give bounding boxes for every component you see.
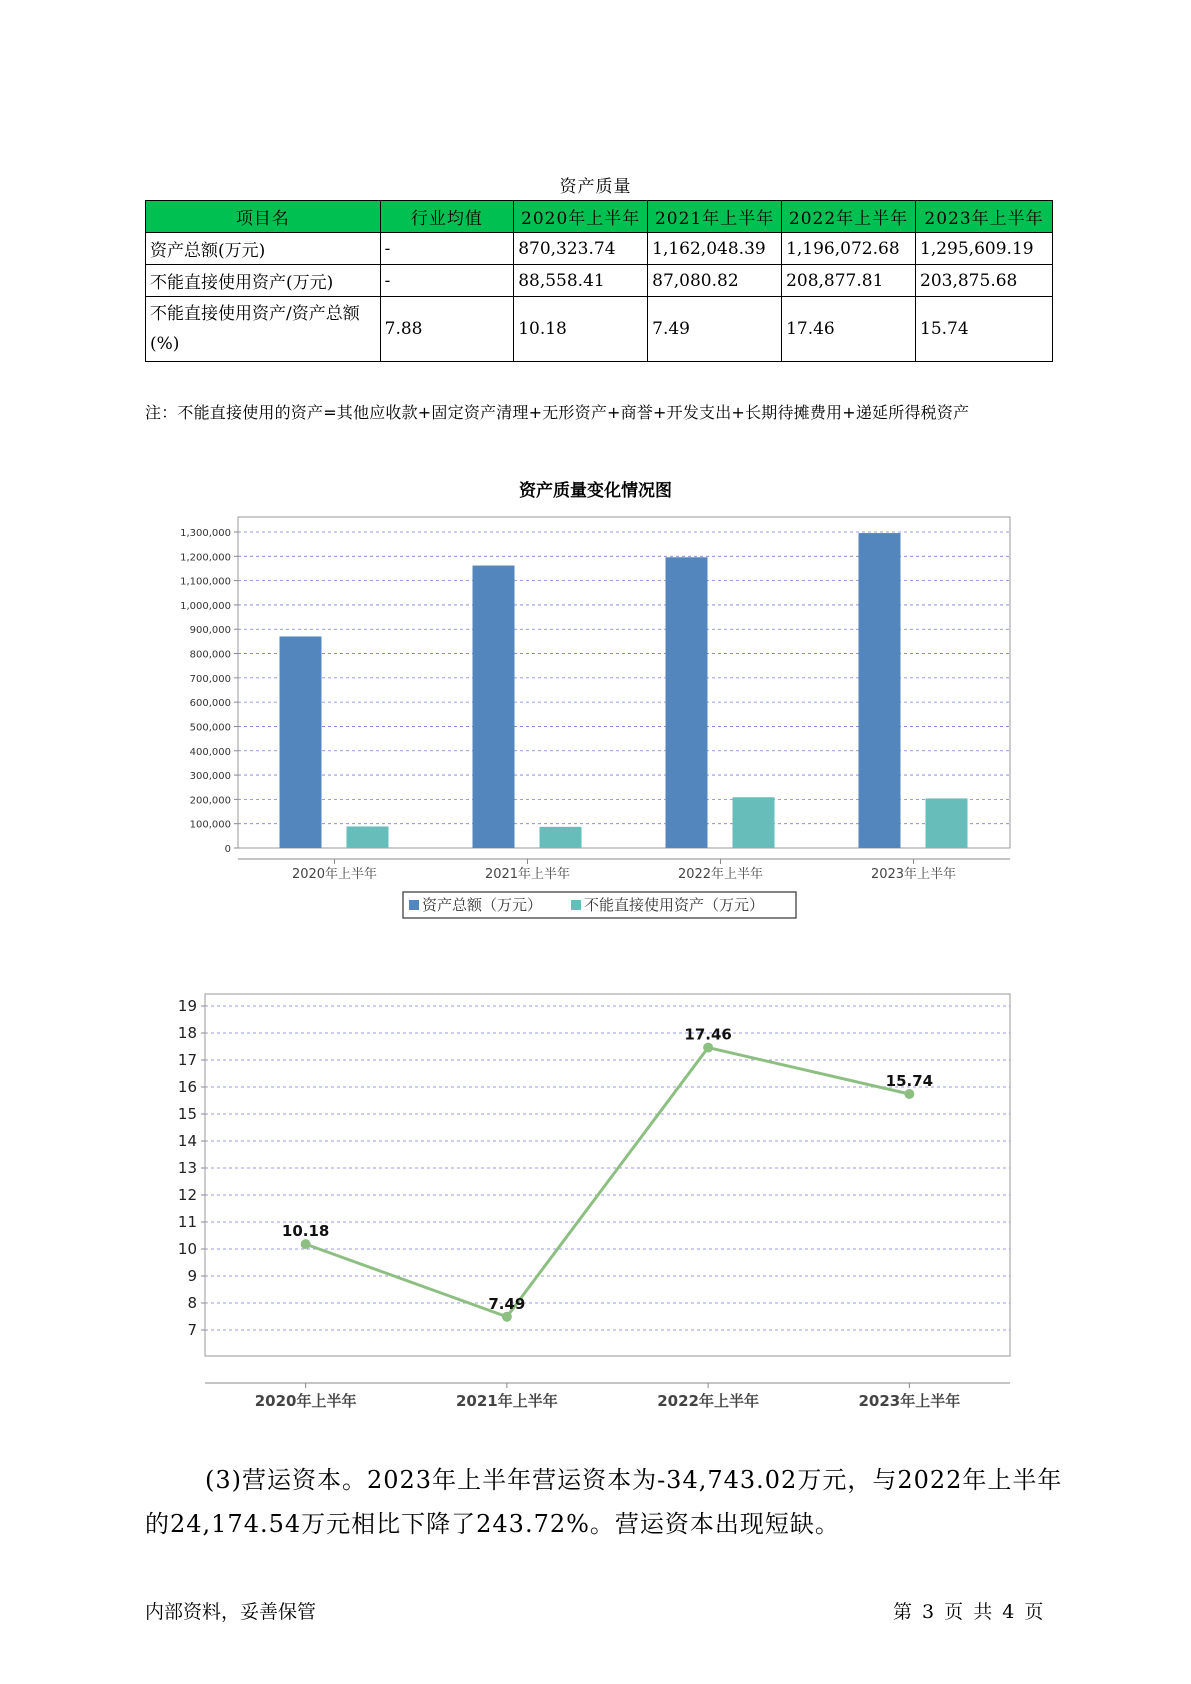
bar-chart-title: 资产质量变化情况图 bbox=[519, 481, 672, 501]
footer-page-number: 第 3 页 共 4 页 bbox=[893, 1601, 1044, 1623]
table-cell: 不能直接使用资产/资产总额(%) bbox=[146, 297, 381, 362]
table-cell: 203,875.68 bbox=[916, 265, 1053, 297]
y-tick-label: 600,000 bbox=[189, 698, 231, 710]
table-cell: 7.88 bbox=[380, 297, 514, 362]
table-cell: 1,196,072.68 bbox=[782, 233, 916, 265]
table-cell: 7.49 bbox=[648, 297, 782, 362]
bar bbox=[733, 797, 775, 848]
table-cell: - bbox=[380, 265, 514, 297]
bar bbox=[280, 636, 322, 848]
table-cell: 870,323.74 bbox=[514, 233, 648, 265]
y-tick-label: 7 bbox=[187, 1321, 197, 1339]
data-point bbox=[502, 1312, 512, 1322]
y-tick-label: 0 bbox=[224, 844, 231, 855]
data-label: 7.49 bbox=[488, 1294, 526, 1313]
y-tick-label: 9 bbox=[187, 1267, 197, 1285]
y-tick-label: 500,000 bbox=[189, 722, 231, 734]
table-note: 注：不能直接使用的资产=其他应收款+固定资产清理+无形资产+商誉+开发支出+长期待摊费用+递延所得税资产 bbox=[145, 403, 970, 422]
table-cell: 17.46 bbox=[782, 297, 916, 362]
table-cell: 不能直接使用资产(万元) bbox=[146, 265, 381, 297]
y-tick-label: 8 bbox=[187, 1294, 197, 1312]
bar bbox=[666, 557, 708, 848]
bar bbox=[859, 533, 901, 848]
y-tick-label: 16 bbox=[177, 1078, 197, 1096]
y-tick-label: 900,000 bbox=[189, 625, 231, 637]
y-tick-label: 11 bbox=[177, 1213, 197, 1231]
table-cell: - bbox=[380, 233, 514, 265]
working-capital-paragraph: (3)营运资本。2023年上半年营运资本为-34,743.02万元，与2022年上半年的24,174.54万元相比下降了243.72%。营运资本出现短缺。 bbox=[145, 1466, 1063, 1538]
table-cell: 88,558.41 bbox=[514, 265, 648, 297]
data-point bbox=[703, 1043, 713, 1053]
header-2020h1: 2020年上半年 bbox=[514, 201, 648, 233]
header-2023h1: 2023年上半年 bbox=[916, 201, 1053, 233]
y-tick-label: 300,000 bbox=[189, 771, 231, 783]
y-tick-label: 19 bbox=[177, 997, 197, 1015]
y-tick-label: 12 bbox=[177, 1186, 197, 1204]
y-tick-label: 17 bbox=[177, 1051, 197, 1069]
y-tick-label: 1,100,000 bbox=[180, 576, 231, 588]
legend-swatch bbox=[409, 900, 419, 910]
legend-label: 不能直接使用资产（万元） bbox=[584, 896, 765, 914]
table-title: 资产质量 bbox=[559, 177, 632, 197]
x-tick-label: 2022年上半年 bbox=[657, 1392, 759, 1410]
y-tick-label: 1,000,000 bbox=[180, 600, 231, 612]
x-tick-label: 2022年上半年 bbox=[677, 867, 764, 882]
footer-confidential: 内部资料，妥善保管 bbox=[145, 1601, 317, 1623]
y-tick-label: 1,300,000 bbox=[180, 528, 231, 539]
data-label: 15.74 bbox=[885, 1072, 934, 1091]
table-cell: 1,162,048.39 bbox=[648, 233, 782, 265]
table-cell: 87,080.82 bbox=[648, 265, 782, 297]
bar bbox=[540, 827, 582, 848]
table-cell: 15.74 bbox=[916, 297, 1053, 362]
y-tick-label: 100,000 bbox=[189, 819, 231, 831]
y-tick-label: 10 bbox=[177, 1240, 197, 1258]
y-tick-label: 700,000 bbox=[189, 673, 231, 685]
y-tick-label: 14 bbox=[177, 1132, 197, 1150]
legend-label: 资产总额（万元） bbox=[422, 896, 543, 914]
bar bbox=[347, 826, 389, 848]
y-tick-label: 400,000 bbox=[189, 746, 231, 758]
table-cell: 10.18 bbox=[514, 297, 648, 362]
legend-swatch bbox=[571, 900, 581, 910]
header-industry-avg: 行业均值 bbox=[380, 201, 514, 233]
data-label: 17.46 bbox=[684, 1025, 732, 1044]
header-2022h1: 2022年上半年 bbox=[782, 201, 916, 233]
x-tick-label: 2020年上半年 bbox=[254, 1392, 357, 1410]
data-label: 10.18 bbox=[281, 1222, 330, 1241]
data-point bbox=[301, 1239, 311, 1249]
x-tick-label: 2021年上半年 bbox=[456, 1392, 558, 1410]
y-tick-label: 13 bbox=[177, 1159, 197, 1177]
y-tick-label: 18 bbox=[177, 1024, 197, 1042]
x-tick-label: 2020年上半年 bbox=[291, 867, 378, 882]
y-tick-label: 200,000 bbox=[189, 795, 231, 807]
y-tick-label: 15 bbox=[177, 1105, 197, 1123]
table-cell: 208,877.81 bbox=[782, 265, 916, 297]
y-tick-label: 1,200,000 bbox=[180, 552, 231, 564]
x-tick-label: 2021年上半年 bbox=[484, 867, 571, 882]
bar bbox=[473, 566, 515, 848]
data-point bbox=[904, 1089, 914, 1099]
y-tick-label: 800,000 bbox=[189, 649, 231, 661]
table-cell: 1,295,609.19 bbox=[916, 233, 1053, 265]
bar bbox=[926, 798, 968, 848]
x-tick-label: 2023年上半年 bbox=[870, 867, 957, 882]
x-tick-label: 2023年上半年 bbox=[858, 1392, 961, 1410]
table-cell: 资产总额(万元) bbox=[146, 233, 381, 265]
line-chart bbox=[0, 970, 1191, 1430]
header-item: 项目名 bbox=[146, 201, 381, 233]
header-2021h1: 2021年上半年 bbox=[648, 201, 782, 233]
plot-area bbox=[205, 994, 1010, 1356]
